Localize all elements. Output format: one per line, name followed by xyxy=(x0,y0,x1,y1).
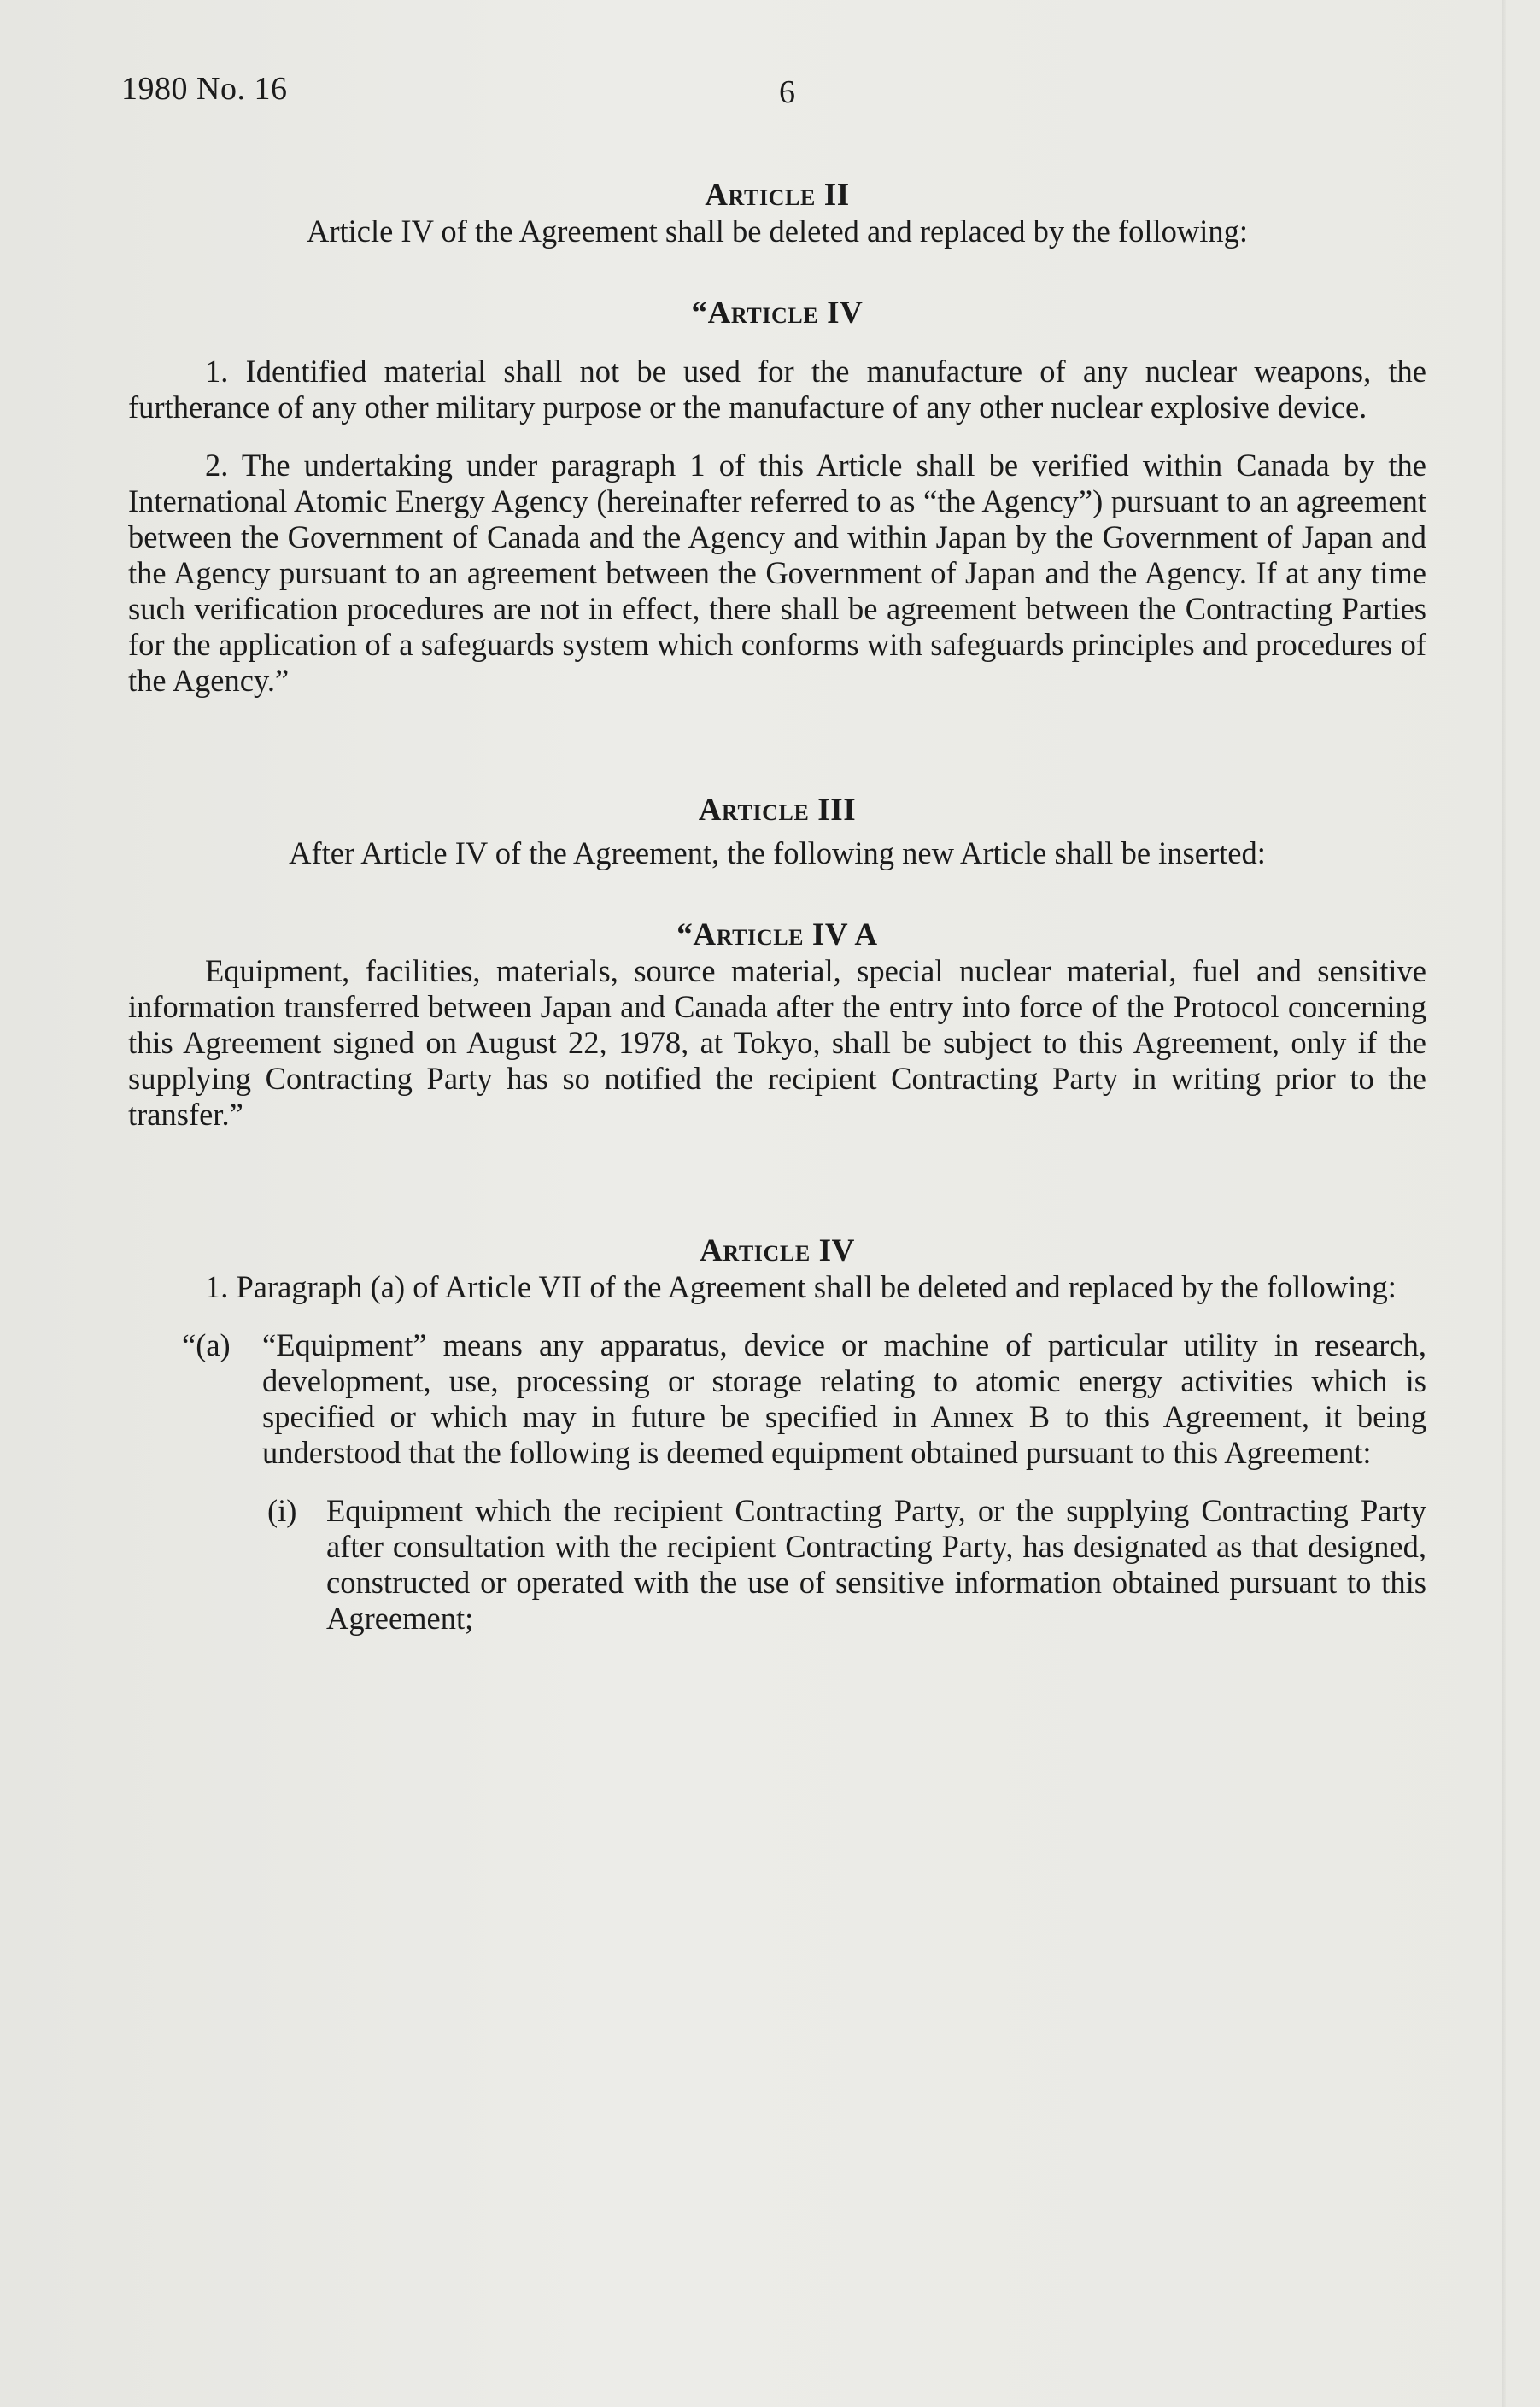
article-4-section xyxy=(128,1233,1426,1637)
article-3-heading: Article III xyxy=(698,793,857,828)
article-4-heading: Article IV xyxy=(700,1233,855,1268)
page-body xyxy=(128,178,1426,1637)
page-number: 6 xyxy=(779,74,795,110)
article-3-section xyxy=(128,793,1426,1133)
article-3-intro: After Article IV of the Agreement, the following new Article shall be inserted: xyxy=(289,835,1266,870)
item-i-text: Equipment which the recipient Contracting Party, or the supplying Contracting Party after consultation with the recipient Contracting Party, has designated as that designed, constructed or operated with the use of sensitive information obtained pursuant to this Agreement; xyxy=(326,1493,1426,1636)
article-4-paragraph-2: 2. The undertaking under paragraph 1 of this Article shall be verified within Canada by the International Atomic Energy Agency (hereinafter referred to as “the Agency”) pursuant to an agreement between the Government of Canada and the Agency and within Japan by the Government of Japan and the Agency pursuant to an agreement between the Government of Japan and the Agency. If at any time such verification procedures are not in effect, there shall be agreement between the Contracting Parties for the application of a safeguards system which conforms with safeguards principles and procedures of the Agency.” xyxy=(128,448,1426,698)
item-a-label: “(a) xyxy=(182,1327,231,1362)
article-4a-inserted-heading: “Article IV A xyxy=(676,917,878,952)
article-4a-paragraph: Equipment, facilities, materials, source material, special nuclear material, fuel and sensitive information transferred between Japan and Canada after the entry into force of the Protocol concerning this Agreement signed on August 22, 1978, at Tokyo, shall be subject to this Agreement, only if the supplying Contracting Party has so notified the recipient Contracting Party in writing prior to the transfer.” xyxy=(128,953,1426,1132)
article-4-paragraph-1-amendment: 1. Paragraph (a) of Article VII of the Agreement shall be deleted and replaced by the following: xyxy=(205,1269,1397,1304)
article-2-intro: Article IV of the Agreement shall be deleted and replaced by the following: xyxy=(306,214,1249,249)
item-a-text: “Equipment” means any apparatus, device or machine of particular utility in research, development, use, processing or storage relating to atomic energy activities which is specified or which may in future be specified in Annex B to this Agreement, it being understood that the following is deemed equipment obtained pursuant to this Agreement: xyxy=(262,1327,1426,1470)
article-4-inserted-heading: “Article IV xyxy=(691,296,864,331)
article-2-heading: Article II xyxy=(705,178,850,213)
item-i-label: (i) xyxy=(267,1493,297,1528)
page-edge-shadow xyxy=(1502,0,1506,2407)
item-i xyxy=(128,1493,1426,1637)
running-head: 1980 No. 16 xyxy=(121,71,288,107)
article-2-section xyxy=(128,178,1426,699)
item-a xyxy=(128,1327,1426,1471)
article-4-paragraph-1: 1. Identified material shall not be used for the manufacture of any nuclear weapons, the furtherance of any other military purpose or the manufacture of any other nuclear explosive device. xyxy=(128,354,1426,425)
